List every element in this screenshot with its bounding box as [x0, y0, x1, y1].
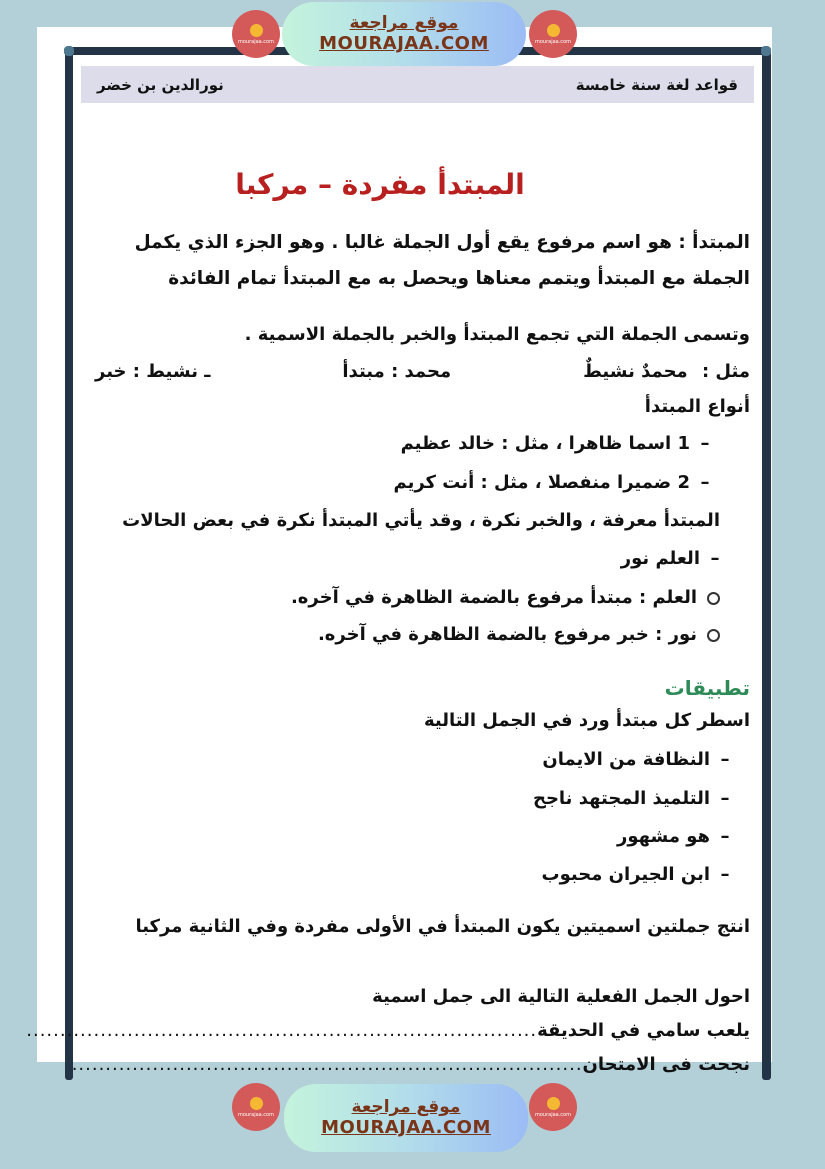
circle-bullet-icon [707, 629, 720, 642]
frame-border-left [65, 47, 73, 1080]
example-label: مثل : [701, 361, 750, 382]
logo-text: mourajaa.com [534, 38, 571, 45]
type-item-text: 1 اسما ظاهرا ، مثل : خالد عظيم [400, 433, 690, 454]
example-sentence: محمدٌ نشيطٌ [583, 361, 688, 382]
analysis-sentence-text: العلم نور [620, 548, 700, 569]
dash-icon: – [700, 472, 710, 493]
note-text: المبتدأ معرفة ، والخبر نكرة ، وقد يأتي المبتدأ نكرة في بعض الحالات [122, 510, 720, 531]
analysis-sentence [621, 548, 730, 569]
exercise-item-text: النظافة من الايمان [542, 749, 710, 770]
watermark-arabic: موقع مراجعة [351, 1097, 461, 1117]
exercises-heading: تطبيقات [664, 676, 750, 700]
answer-blank[interactable]: ............................................................................ [26, 1020, 538, 1041]
page-title: المبتدأ مفردة – مركبا [235, 168, 525, 201]
site-logo-left-bottom[interactable] [232, 1083, 280, 1131]
frame-corner-left [64, 46, 74, 56]
book-icon [250, 24, 263, 37]
logo-text: mourajaa.com [534, 1111, 571, 1118]
type-item-text: 2 ضميرا منفصلا ، مثل : أنت كريم [393, 472, 690, 493]
frame-border-right [762, 47, 771, 1080]
dash-icon: – [700, 433, 710, 454]
exercise-item-3 [617, 826, 740, 847]
example-part-2: ـ نشيط : خبر [95, 361, 211, 382]
conversion-row-1 [26, 1020, 750, 1041]
exercise-task-1: اسطر كل مبتدأ ورد في الجمل التالية [423, 710, 750, 731]
exercise-task-2: انتج جملتين اسميتين يكون المبتدأ في الأولى مفردة وفي الثانية مركبا [135, 916, 750, 937]
author-name: نورالدين بن خضر [97, 75, 224, 94]
type-item-1 [401, 433, 720, 454]
example-part-1: محمد : مبتدأ [342, 361, 452, 382]
watermark-arabic: موقع مراجعة [349, 13, 459, 33]
logo-text: mourajaa.com [237, 38, 274, 45]
dash-icon: – [710, 548, 720, 569]
example-line [95, 361, 750, 382]
watermark-latin: MOURAJAA.COM [319, 33, 489, 54]
site-logo-left-top[interactable] [232, 10, 280, 58]
type-item-2 [393, 472, 720, 493]
exercise-item-2 [533, 788, 740, 809]
site-logo-right-bottom[interactable] [529, 1083, 577, 1131]
exercise-item-text: التلميذ المجتهد ناجح [532, 788, 710, 809]
exercise-task-3: احول الجمل الفعلية التالية الى جمل اسمية [372, 986, 750, 1007]
nominal-sentence-text: وتسمى الجملة التي تجمع المبتدأ والخبر بالجملة الاسمية . [244, 324, 750, 345]
worksheet-header [81, 66, 754, 103]
conversion-sentence: يلعب سامي في الحديقة [537, 1020, 750, 1041]
definition-line-1: المبتدأ : هو اسم مرفوع يقع أول الجملة غالبا . وهو الجزء الذي يكمل [134, 232, 750, 253]
subject-label: قواعد لغة سنة خامسة [575, 75, 738, 94]
exercise-item-text: هو مشهور [616, 826, 710, 847]
site-watermark-top[interactable] [282, 2, 526, 66]
watermark-latin: MOURAJAA.COM [321, 1117, 491, 1138]
site-logo-right-top[interactable] [529, 10, 577, 58]
analysis-item-2 [318, 624, 720, 645]
exercise-item-text: ابن الجيران محبوب [541, 864, 710, 885]
dash-icon: – [720, 864, 730, 885]
definition-line-2: الجملة مع المبتدأ ويتمم معناها ويحصل به مع المبتدأ تمام الفائدة [168, 268, 750, 289]
site-watermark-bottom[interactable] [284, 1084, 528, 1152]
dash-icon: – [720, 788, 730, 809]
analysis-item-text: العلم : مبتدأ مرفوع بالضمة الظاهرة في آخره. [290, 587, 697, 608]
analysis-item-1 [291, 587, 720, 608]
answer-blank[interactable]: ............................................................................ [71, 1054, 583, 1075]
exercise-item-1 [542, 749, 740, 770]
conversion-row-2 [71, 1054, 750, 1075]
circle-bullet-icon [707, 592, 720, 605]
frame-corner-right [761, 46, 771, 56]
analysis-item-text: نور : خبر مرفوع بالضمة الظاهرة في آخره. [317, 624, 697, 645]
logo-text: mourajaa.com [237, 1111, 274, 1118]
types-heading: أنواع المبتدأ [644, 396, 750, 417]
book-icon [547, 24, 560, 37]
dash-icon: – [720, 826, 730, 847]
dash-icon: – [720, 749, 730, 770]
book-icon [547, 1097, 560, 1110]
book-icon [250, 1097, 263, 1110]
exercise-item-4 [542, 864, 740, 885]
conversion-sentence: نجحت فى الامتحان [582, 1054, 750, 1075]
example-sentence-group [583, 361, 750, 382]
